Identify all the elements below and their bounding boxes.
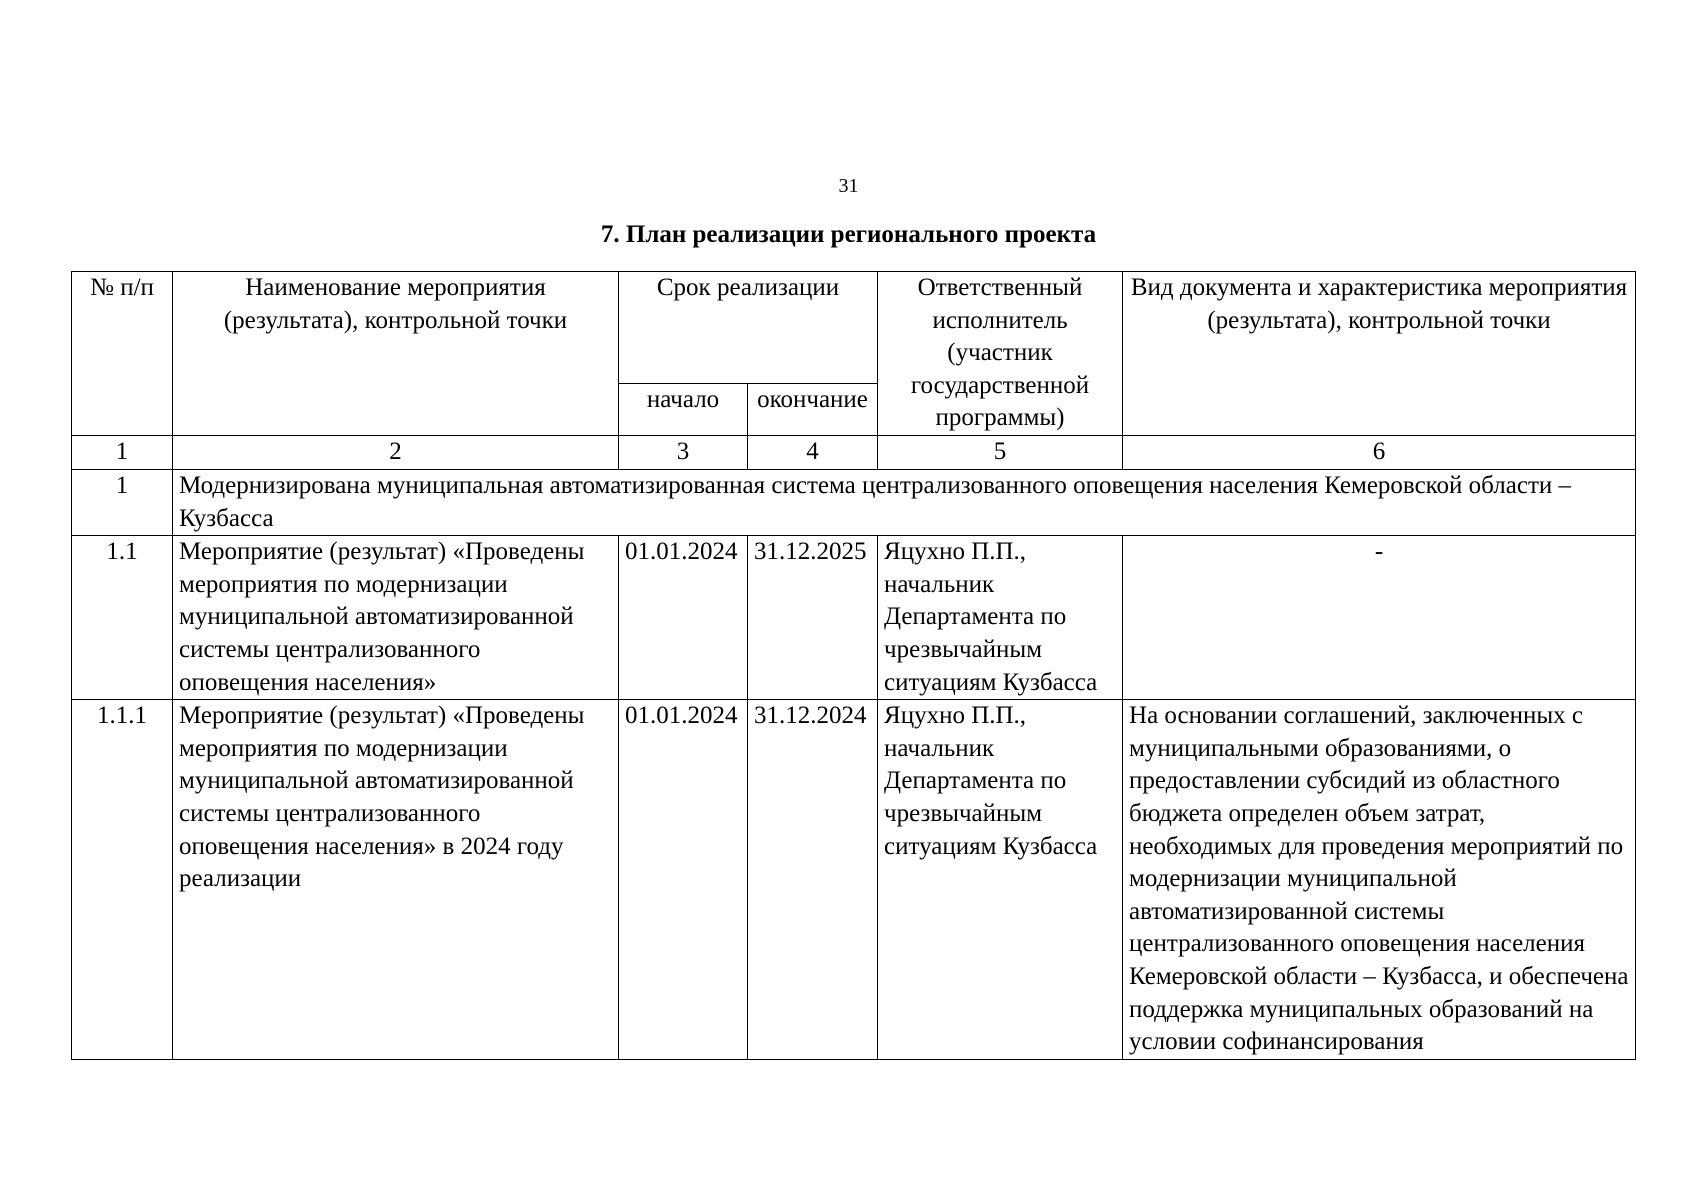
header-responsible: Ответственный исполнитель (участник государственной программы) xyxy=(878,272,1123,436)
header-end: окончание xyxy=(748,384,878,436)
row-document: - xyxy=(1123,536,1636,700)
header-start: начало xyxy=(619,384,748,436)
section-text: Модернизирована муниципальная автоматизированная система централизованного оповещения населения Кемеровской области – Кузбасса xyxy=(173,470,1636,536)
row-responsible: Яцухно П.П., начальник Департамента по чрезвычайным ситуациям Кузбасса xyxy=(878,536,1123,700)
column-number-4: 4 xyxy=(748,436,878,470)
header-document: Вид документа и характеристика мероприятия (результата), контрольной точки xyxy=(1123,272,1636,436)
row-start: 01.01.2024 xyxy=(619,536,748,700)
section-num: 1 xyxy=(72,470,173,536)
implementation-plan-table xyxy=(71,271,1636,1060)
header-num: № п/п xyxy=(72,272,173,436)
row-name: Мероприятие (результат) «Проведены мероприятия по модернизации муниципальной автоматизированной системы централизованного оповещения населения» в 2024 году реализации xyxy=(173,700,619,1060)
column-number-1: 1 xyxy=(72,436,173,470)
table-row xyxy=(72,536,1636,700)
row-end: 31.12.2024 xyxy=(748,700,878,1060)
row-name: Мероприятие (результат) «Проведены мероприятия по модернизации муниципальной автоматизированной системы централизованного оповещения населения» xyxy=(173,536,619,700)
header-name: Наименование мероприятия (результата), контрольной точки xyxy=(173,272,619,436)
column-number-2: 2 xyxy=(173,436,619,470)
column-number-6: 6 xyxy=(1123,436,1636,470)
row-num: 1.1 xyxy=(72,536,173,700)
row-start: 01.01.2024 xyxy=(619,700,748,1060)
column-number-5: 5 xyxy=(878,436,1123,470)
row-document: На основании соглашений, заключенных с муниципальными образованиями, о предоставлении субсидий из областного бюджета определен объем затрат, необходимых для проведения мероприятий по модернизации муниципальной автоматизированной системы централизованного оповещения населения Кемеровской области – Кузбасса, и обеспечена поддержка муниципальных образований на условии софинансирования xyxy=(1123,700,1636,1060)
table-row xyxy=(72,700,1636,1060)
row-end: 31.12.2025 xyxy=(748,536,878,700)
row-responsible: Яцухно П.П., начальник Департамента по чрезвычайным ситуациям Кузбасса xyxy=(878,700,1123,1060)
section-title: 7. План реализации регионального проекта xyxy=(600,221,1097,248)
row-num: 1.1.1 xyxy=(72,700,173,1060)
page-number: 31 xyxy=(838,175,859,197)
header-term: Срок реализации xyxy=(619,272,878,384)
column-number-3: 3 xyxy=(619,436,748,470)
